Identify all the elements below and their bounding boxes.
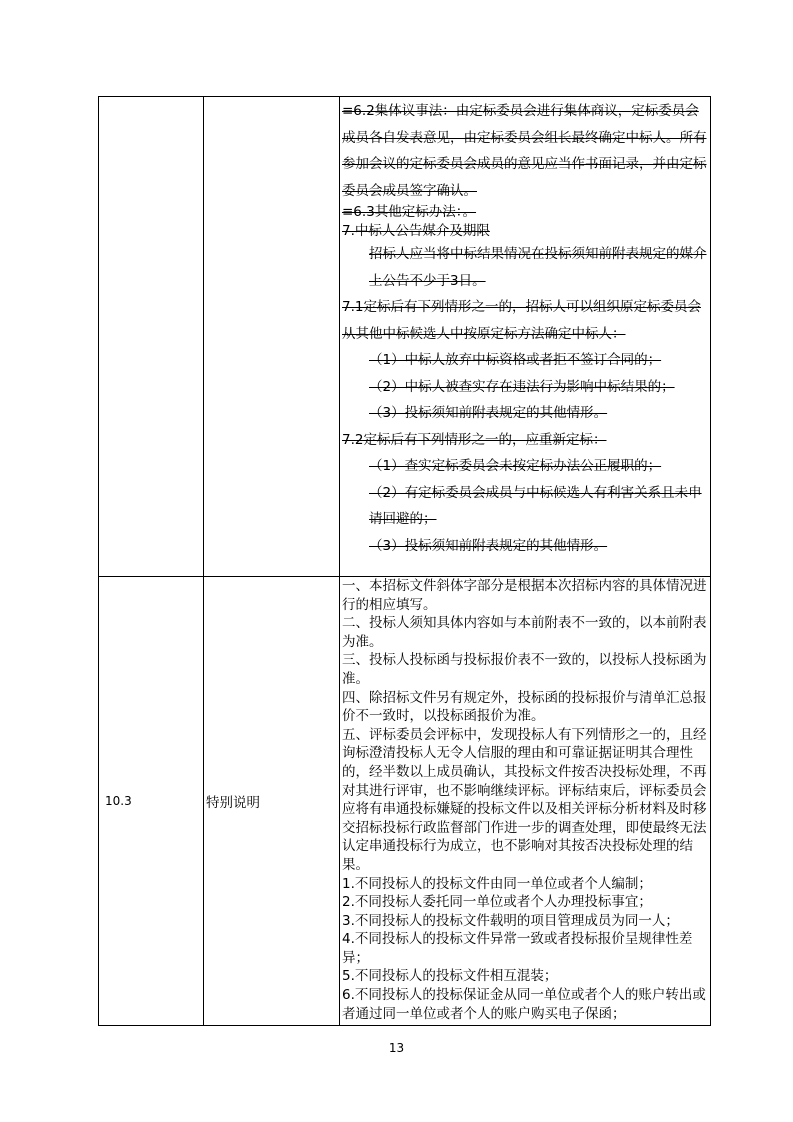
clause-line: 7.中标人公告媒介及期限	[342, 223, 490, 239]
row2-label-cell: 特别说明	[204, 577, 340, 1026]
row1-number-cell	[99, 97, 204, 577]
note-paragraph: 三、投标人投标函与投标报价表不一致的，以投标人投标函为准。	[342, 652, 707, 687]
clause-line: （1）查实定标委员会未按定标办法公正履职的；	[369, 458, 662, 474]
note-paragraph: 五、评标委员会评标中，发现投标人有下列情形之一的，且经询标澄清投标人无令人信服的理由和可靠证据证明其合理性的，经半数以上成员确认，其投标文件按否决投标处理，不再对其进行评审，也不影响继续评标。评标结束后，评标委员会应将有串通投标嫌疑的投标文件以及相关评标分析材料及时移交招标投标行政监督部门作进一步的调查处理，即使最终无法认定串通投标行为成立，也不影响对其按否决投标处理的结果。	[342, 726, 707, 873]
clause-line: （3）投标须知前附表规定的其他情形。	[369, 537, 608, 554]
info-table	[98, 96, 711, 1026]
note-list-item: 6.不同投标人的投标保证金从同一单位或者个人的账户转出或者通过同一单位或者个人的账户购买电子保函；	[342, 987, 706, 1022]
row1-label-cell	[204, 97, 340, 577]
clause-line: （2）有定标委员会成员与中标候选人有利害关系且未申请回避的；	[369, 484, 702, 527]
table-row	[99, 577, 711, 1026]
note-paragraph: 一、本招标文件斜体字部分是根据本次招标内容的具体情况进行的相应填写。	[342, 578, 707, 613]
clause-line: 7.1定标后有下列情形之一的，招标人可以组织原定标委员会从其他中标候选人中按原定标方法确定中标人：	[342, 299, 701, 342]
note-list-item: 2.不同投标人委托同一单位或者个人办理投标事宜；	[342, 894, 652, 911]
row2-number-cell: 10.3	[99, 577, 204, 1026]
page-number: 13	[388, 1041, 405, 1055]
row1-content-cell	[340, 97, 711, 577]
note-list-item: 1.不同投标人的投标文件由同一单位或者个人编制；	[342, 875, 652, 892]
clause-line: （2）中标人被查实存在违法行为影响中标结果的；	[369, 378, 675, 395]
clause-line: 招标人应当将中标结果情况在投标须知前附表规定的媒介上公告不少于3日。	[369, 246, 707, 289]
clause-line: ≡6.2集体议事法：由定标委员会进行集体商议，定标委员会成员各自发表意见，由定标委员会组长最终确定中标人。所有参加会议的定标委员会成员的意见应当作书面记录，并由定标委员会成员签字确认。	[342, 103, 707, 199]
row2-content-cell	[340, 577, 711, 1026]
note-paragraph: 二、投标人须知具体内容如与本前附表不一致的，以本前附表为准。	[342, 615, 707, 650]
clause-line: ≡6.3其他定标办法：。	[342, 204, 477, 220]
note-paragraph: 四、除招标文件另有规定外，投标函的投标报价与清单汇总报价不一致时，以投标函报价为准。	[342, 689, 707, 725]
note-list-item: 5.不同投标人的投标文件相互混装；	[342, 968, 558, 985]
table-row	[99, 97, 711, 577]
clause-line: 7.2定标后有下列情形之一的，应重新定标：	[342, 431, 607, 448]
note-list-item: 3.不同投标人的投标文件载明的项目管理成员为同一人；	[342, 912, 679, 929]
clause-line: （3）投标须知前附表规定的其他情形。	[369, 405, 608, 421]
clause-line: （1）中标人放弃中标资格或者拒不签订合同的；	[369, 352, 662, 368]
note-list-item: 4.不同投标人的投标文件异常一致或者投标报价呈规律性差异；	[342, 931, 693, 966]
